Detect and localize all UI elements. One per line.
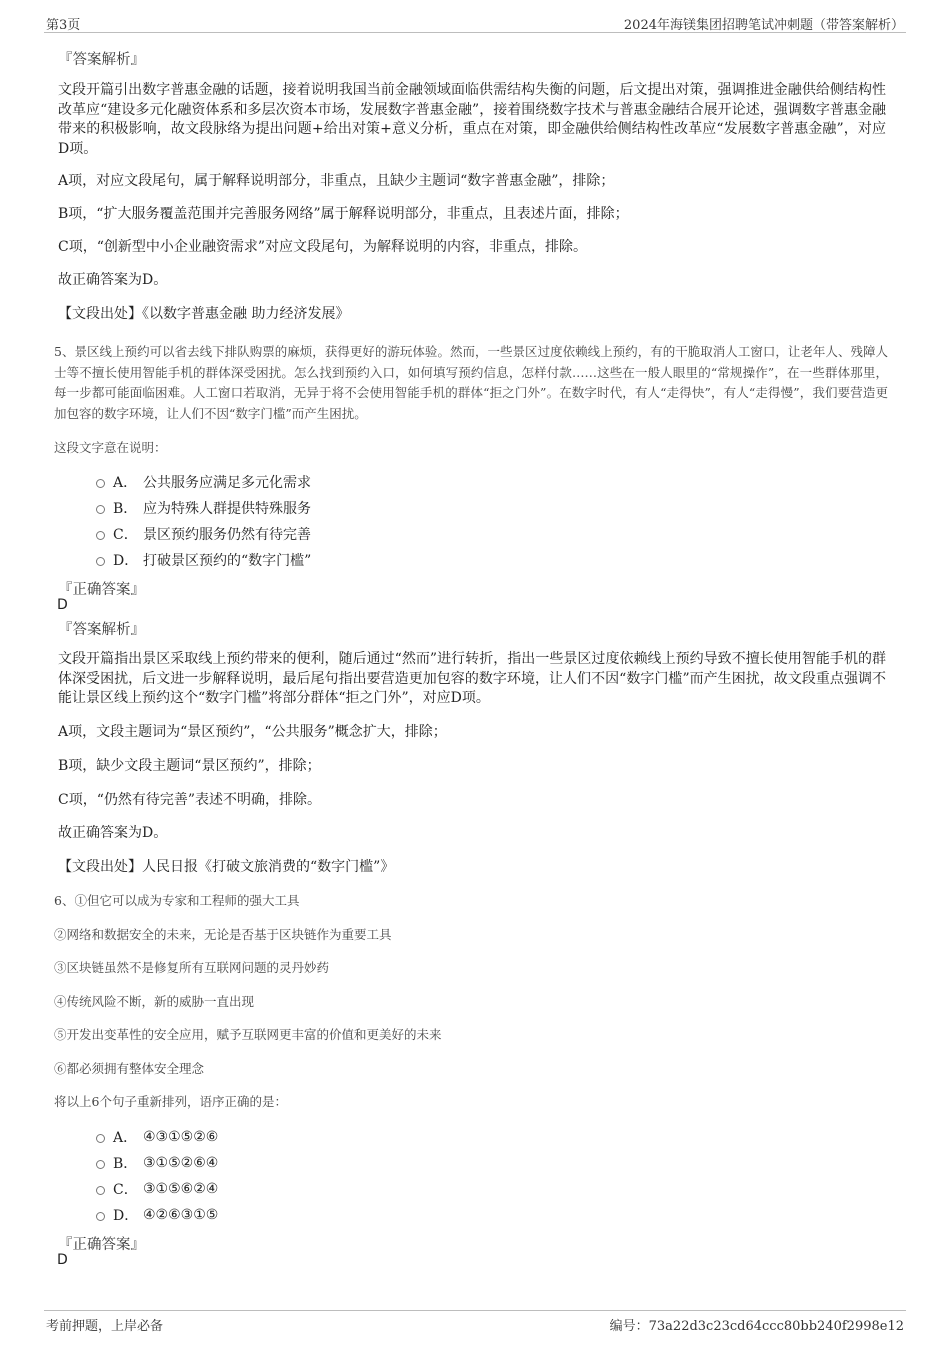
analysis-option-c: C项，“创新型中小企业融资需求”对应文段尾句，为解释说明的内容，非重点，排除。 <box>58 239 588 255</box>
radio-icon[interactable] <box>96 531 105 540</box>
sentence-4: ④传统风险不断，新的威胁一直出现 <box>54 994 255 1009</box>
correct-answer-label: 『正确答案』 <box>58 1237 145 1253</box>
sentence-3: ③区块链虽然不是修复所有互联网问题的灵丹妙药 <box>54 960 330 975</box>
answer-conclusion: 故正确答案为D。 <box>58 272 168 288</box>
option-text: 景区预约服务仍然有待完善 <box>143 527 311 543</box>
radio-icon[interactable] <box>96 557 105 566</box>
option-key: C． <box>113 527 138 543</box>
option-c[interactable] <box>96 1179 218 1199</box>
option-text: ④③①⑤②⑥ <box>143 1129 219 1145</box>
question-prompt: 这段文字意在说明： <box>54 440 167 455</box>
option-c[interactable] <box>96 524 311 544</box>
radio-icon[interactable] <box>96 479 105 488</box>
option-text: 应为特殊人群提供特殊服务 <box>143 501 311 517</box>
document-code: 编号：73a22d3c23cd64ccc80bb240f2998e12 <box>609 1319 904 1334</box>
sentence-5: ⑤开发出变革性的安全应用，赋予互联网更丰富的价值和更美好的未来 <box>54 1027 442 1042</box>
option-key: D． <box>113 553 139 569</box>
option-key: C． <box>113 1182 138 1198</box>
page-header <box>44 8 906 33</box>
analysis-option-b: B项，“扩大服务覆盖范围并完善服务网络”属于解释说明部分，非重点，且表述片面，排除； <box>58 206 629 222</box>
option-text: ④②⑥③①⑤ <box>143 1207 219 1223</box>
footer-slogan: 考前押题，上岸必备 <box>46 1319 164 1334</box>
option-d[interactable] <box>96 1205 218 1225</box>
source-citation: 【文段出处】《以数字普惠金融 助力经济发展》 <box>58 306 350 322</box>
analysis-option-b: B项，缺少文段主题词“景区预约”，排除； <box>58 758 321 774</box>
option-key: B． <box>113 1156 138 1172</box>
analysis-paragraph: 文段开篇引出数字普惠金融的话题，接着说明我国当前金融领域面临供需结构失衡的问题，后文提出对策，强调推进金融供给侧结构性改革应“建设多元化融资体系和多层次资本市场，发展数字普惠金融”，接着围绕数字技术与普惠金融结合展开论述，强调数字普惠金融带来的积极影响，故文段脉络为提出问题+给出对策+意义分析，重点在对策，即金融供给侧结构性改革应“发展数字普惠金融”，对应D项。 <box>58 82 886 157</box>
source-citation: 【文段出处】人民日报《打破文旅消费的“数字门槛”》 <box>58 859 395 875</box>
sentence-2: ②网络和数据安全的未来，无论是否基于区块链作为重要工具 <box>54 927 392 942</box>
sentence-1: 6、①但它可以成为专家和工程师的强大工具 <box>54 893 300 908</box>
analysis-paragraph: 文段开篇指出景区采取线上预约带来的便利，随后通过“然而”进行转折，指出一些景区过度依赖线上预约导致不擅长使用智能手机的群体深受困扰，后文进一步解释说明，最后尾句指出要营造更加包容的数字环境，让人们不因“数字门槛”而产生困扰，故文段重点强调不能让景区线上预约这个“数字门槛”将部分群体“拒之门外”，对应D项。 <box>58 651 886 706</box>
option-text: ③①⑤②⑥④ <box>143 1155 219 1171</box>
analysis-label: 『答案解析』 <box>58 52 145 68</box>
analysis-option-a: A项，文段主题词为“景区预约”，“公共服务”概念扩大，排除； <box>58 724 447 740</box>
option-d[interactable] <box>96 550 311 570</box>
option-key: A． <box>113 475 138 491</box>
correct-answer: D <box>57 597 68 613</box>
analysis-option-a: A项，对应文段尾句，属于解释说明部分，非重点，且缺少主题词“数字普惠金融”，排除； <box>58 173 615 189</box>
option-text: 公共服务应满足多元化需求 <box>143 475 311 491</box>
correct-answer-label: 『正确答案』 <box>58 582 145 598</box>
option-a[interactable] <box>96 472 311 492</box>
radio-icon[interactable] <box>96 1186 105 1195</box>
radio-icon[interactable] <box>96 1160 105 1169</box>
sentence-6: ⑥都必须拥有整体安全理念 <box>54 1061 205 1076</box>
analysis-label: 『答案解析』 <box>58 622 145 638</box>
option-key: B． <box>113 501 138 517</box>
analysis-option-c: C项，“仍然有待完善”表述不明确，排除。 <box>58 792 322 808</box>
question-stem: 5、景区线上预约可以省去线下排队购票的麻烦，获得更好的游玩体验。然而，一些景区过度依赖线上预约，有的干脆取消人工窗口，让老年人、残障人士等不擅长使用智能手机的群体深受困扰。怎么找到预约入口，如何填写预约信息，怎样付款……这些在一般人眼里的“常规操作”，在一些群体那里，每一步都可能面临困难。人工窗口若取消，无异于将不会使用智能手机的群体“拒之门外”。在数字时代，有人“走得快”，有人“走得慢”，我们要营造更加包容的数字环境，让人们不因“数字门槛”而产生困扰。 <box>54 344 888 421</box>
document-title: 2024年海镁集团招聘笔试冲刺题（带答案解析） <box>623 18 904 33</box>
page-number: 第3页 <box>46 18 81 33</box>
option-text: ③①⑤⑥②④ <box>143 1181 219 1197</box>
page-footer <box>44 1310 906 1341</box>
answer-conclusion: 故正确答案为D。 <box>58 825 168 841</box>
correct-answer: D <box>57 1252 68 1268</box>
question-prompt: 将以上6个句子重新排列，语序正确的是： <box>54 1094 287 1109</box>
radio-icon[interactable] <box>96 505 105 514</box>
option-a[interactable] <box>96 1127 218 1147</box>
radio-icon[interactable] <box>96 1134 105 1143</box>
option-b[interactable] <box>96 1153 218 1173</box>
radio-icon[interactable] <box>96 1212 105 1221</box>
option-b[interactable] <box>96 498 311 518</box>
option-key: D． <box>113 1208 139 1224</box>
option-text: 打破景区预约的“数字门槛” <box>143 553 312 569</box>
option-key: A． <box>113 1130 138 1146</box>
